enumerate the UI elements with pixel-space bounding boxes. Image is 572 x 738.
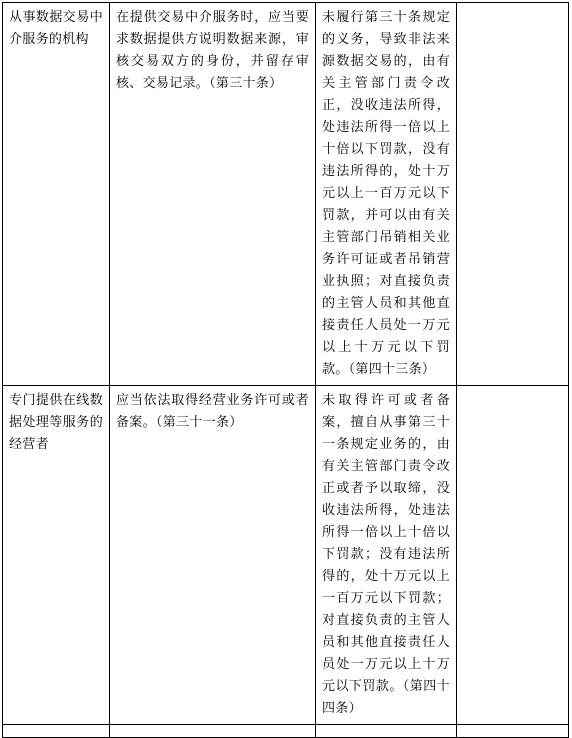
empty-cell xyxy=(457,725,569,738)
empty-cell xyxy=(457,386,569,725)
penalty-cell: 未取得许可或者备案，擅自从事第三十一条规定业务的，由有关主管部门责令改正或者予以取缔，没收违法所得，处违法所得一倍以上十倍以下罚款；没有违法所得的，处十万元以上一百万元以下罚款；对直接负责的主管人员和其他直接责任人员处一万元以上十万元以下罚款。（第四十四条） xyxy=(316,386,457,725)
empty-cell xyxy=(3,725,110,738)
regulation-table xyxy=(2,2,569,738)
table-row xyxy=(3,3,569,386)
obligation-cell: 应当依法取得经营业务许可或者备案。（第三十一条） xyxy=(110,386,316,725)
subject-cell: 从事数据交易中介服务的机构 xyxy=(3,3,110,386)
subject-cell: 专门提供在线数据处理等服务的经营者 xyxy=(3,386,110,725)
table-row-partial xyxy=(3,725,569,738)
empty-cell xyxy=(110,725,316,738)
penalty-cell: 未履行第三十条规定的义务，导致非法来源数据交易的，由有关主管部门责令改正，没收违法所得，处违法所得一倍以上十倍以下罚款，没有违法所得的，处十万元以上一百万元以下罚款，并可以由有关主管部门吊销相关业务许可证或者吊销营业执照；对直接负责的主管人员和其他直接责任人员处一万元以上十万元以下罚款。（第四十三条） xyxy=(316,3,457,386)
obligation-cell: 在提供交易中介服务时，应当要求数据提供方说明数据来源，审核交易双方的身份，并留存审核、交易记录。（第三十条） xyxy=(110,3,316,386)
empty-cell xyxy=(457,3,569,386)
table-row xyxy=(3,386,569,725)
empty-cell xyxy=(316,725,457,738)
